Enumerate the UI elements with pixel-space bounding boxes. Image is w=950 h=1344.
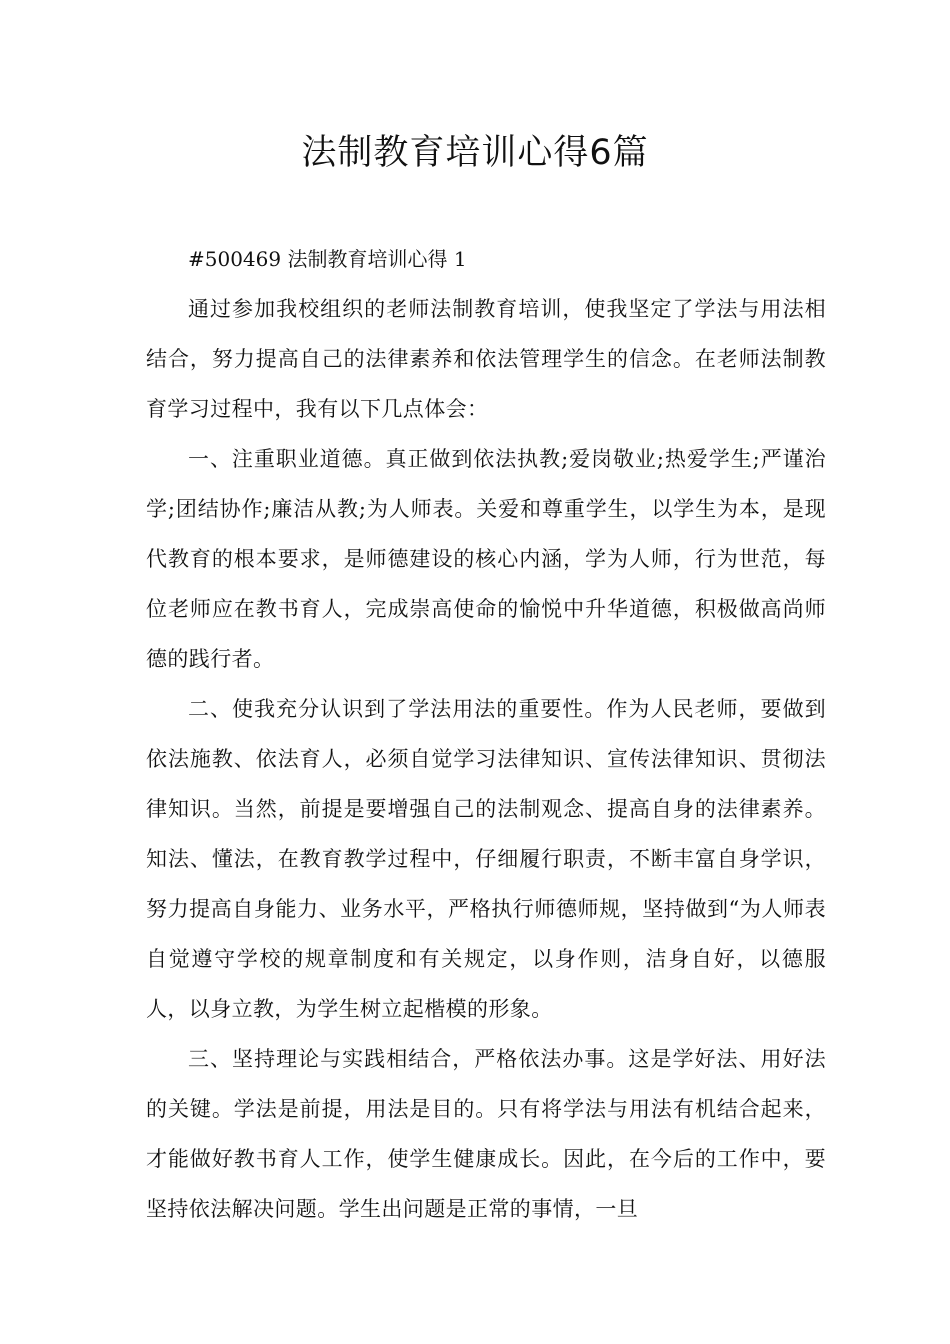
section-subtitle: #500469 法制教育培训心得 1 [188,247,467,271]
paragraph-point-2: 二、使我充分认识到了学法用法的重要性。作为人民老师，要做到依法施教、依法育人，必须自觉学习法律知识、宣传法律知识、贯彻法律知识。当然，前提是要增强自己的法制观念、提高自身的法律素养。知法、懂法，在教育教学过程中，仔细履行职责，不断丰富自身学识，努力提高自身能力、业务水平，严格执行师德师规，坚持做到“为人师表自觉遵守学校的规章制度和有关规定，以身作则，洁身自好，以德服人，以身立教，为学生树立起楷模的形象。 [146,697,826,1021]
paragraph-point-1: 一、注重职业道德。真正做到依法执教;爱岗敬业;热爱学生;严谨治学;团结协作;廉洁从教;为人师表。关爱和尊重学生，以学生为本，是现代教育的根本要求，是师德建设的核心内涵，学为人师，行为世范，每位老师应在教书育人，完成崇高使命的愉悦中升华道德，积极做高尚师德的践行者。 [146,447,826,671]
paragraph-intro: 通过参加我校组织的老师法制教育培训，使我坚定了学法与用法相结合，努力提高自己的法律素养和依法管理学生的信念。在老师法制教育学习过程中，我有以下几点体会： [146,297,826,421]
document-body [146,234,826,1234]
paragraph-point-3: 三、坚持理论与实践相结合，严格依法办事。这是学好法、用好法的关键。学法是前提，用法是目的。只有将学法与用法有机结合起来，才能做好教书育人工作，使学生健康成长。因此，在今后的工作中，要坚持依法解决问题。学生出问题是正常的事情，一旦 [146,1047,826,1221]
document-title: 法制教育培训心得6篇 [301,133,649,173]
